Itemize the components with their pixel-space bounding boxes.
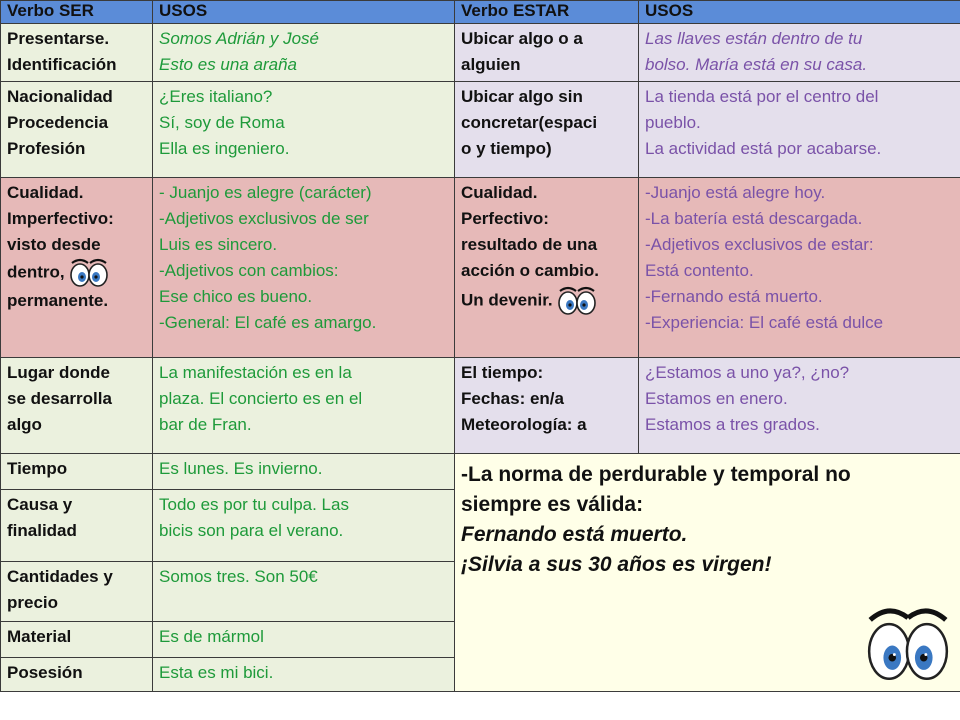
header-verbo-estar: Verbo ESTAR [455, 1, 639, 24]
table-row [1, 24, 960, 82]
big-eyes-icon [866, 601, 950, 685]
ser-examples-cell: - Juanjo es alegre (carácter) -Adjetivos exclusivos de ser Luis es sincero. -Adjetivos con cambios: Ese chico es bueno. -General: El café es amargo. [153, 178, 455, 358]
estar-label-cell: Ubicar algo o a alguien [455, 24, 639, 82]
ser-label-cell: Cantidades y precio [1, 562, 153, 622]
header-usos-ser: USOS [153, 1, 455, 24]
estar-examples-cell: ¿Estamos a uno ya?, ¿no? Estamos en enero. Estamos a tres grados. [639, 358, 960, 454]
estar-label-cell: El tiempo: Fechas: en/a Meteorología: a [455, 358, 639, 454]
ser-examples-cell: Somos tres. Son 50€ [153, 562, 455, 622]
note-cell: -La norma de perdurable y temporal no siempre es válida: Fernando está muerto. ¡Silvia a sus 30 años es virgen! [455, 454, 960, 692]
ser-examples-cell: Somos Adrián y José Esto es una araña [153, 24, 455, 82]
ser-examples-cell: ¿Eres italiano? Sí, soy de Roma Ella es ingeniero. [153, 82, 455, 178]
header-usos-estar: USOS [639, 1, 960, 24]
estar-label-cell: Ubicar algo sin concretar(espaci o y tiempo) [455, 82, 639, 178]
estar-label-cell: Cualidad. Perfectivo: resultado de una acción o cambio. Un devenir. [455, 178, 639, 358]
ser-label-cell: Tiempo [1, 454, 153, 490]
table-row [1, 178, 960, 358]
header-row [1, 1, 960, 24]
ser-label-cell: Posesión [1, 658, 153, 692]
eyes-icon [557, 284, 597, 318]
estar-examples-cell: -Juanjo está alegre hoy. -La batería está descargada. -Adjetivos exclusivos de estar: Está contento. -Fernando está muerto. -Experiencia: El café está dulce [639, 178, 960, 358]
table-row [1, 358, 960, 454]
ser-examples-cell: Es de mármol [153, 622, 455, 658]
ser-label-cell: Causa y finalidad [1, 490, 153, 562]
ser-label-cell: Presentarse. Identificación [1, 24, 153, 82]
ser-examples-cell: Esta es mi bici. [153, 658, 455, 692]
ser-examples-cell: Todo es por tu culpa. Las bicis son para el verano. [153, 490, 455, 562]
ser-examples-cell: Es lunes. Es invierno. [153, 454, 455, 490]
ser-label-cell: Cualidad. Imperfectivo: visto desde dentro, permanente. [1, 178, 153, 358]
ser-examples-cell: La manifestación es en la plaza. El concierto es en el bar de Fran. [153, 358, 455, 454]
eyes-icon [69, 258, 109, 288]
table-row [1, 82, 960, 178]
ser-label-cell: Lugar donde se desarrolla algo [1, 358, 153, 454]
table-row [1, 454, 960, 490]
ser-label-cell: Material [1, 622, 153, 658]
estar-examples-cell: Las llaves están dentro de tu bolso. María está en su casa. [639, 24, 960, 82]
header-verbo-ser: Verbo SER [1, 1, 153, 24]
ser-label-cell: Nacionalidad Procedencia Profesión [1, 82, 153, 178]
estar-examples-cell: La tienda está por el centro del pueblo. La actividad está por acabarse. [639, 82, 960, 178]
